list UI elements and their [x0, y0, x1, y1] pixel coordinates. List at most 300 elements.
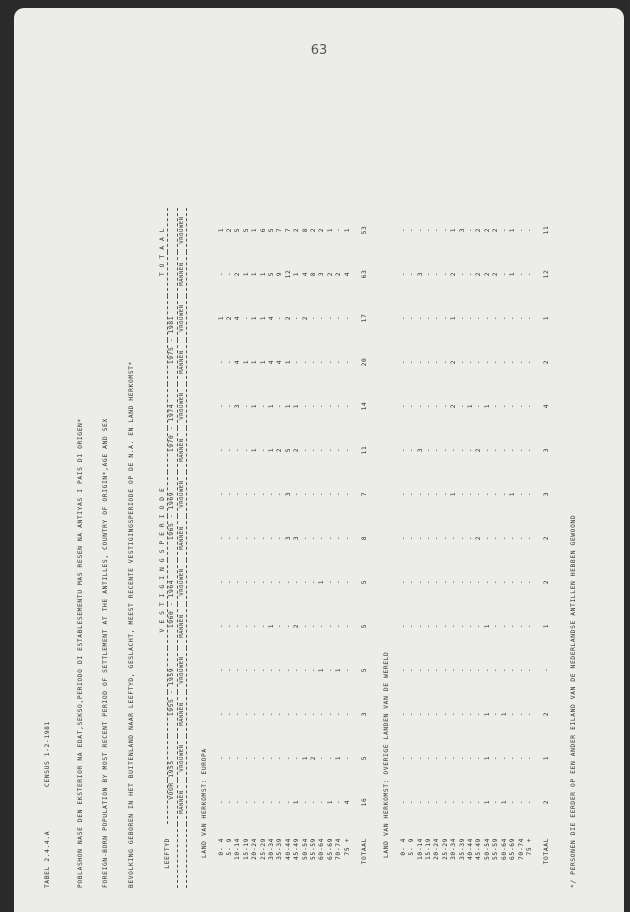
- table-row: [260, 208, 268, 888]
- age-group-label: 30-34: [450, 838, 458, 860]
- data-cell: -: [225, 535, 233, 541]
- data-cell: -: [425, 667, 433, 673]
- data-cell: -: [525, 359, 533, 365]
- data-cell: -: [416, 535, 424, 541]
- total-cell: 3: [361, 711, 368, 717]
- data-cell: -: [335, 491, 343, 497]
- data-cell: -: [301, 799, 309, 805]
- period-header: 1970 - 1974: [168, 403, 176, 453]
- data-cell: -: [251, 535, 259, 541]
- data-cell: -: [234, 711, 242, 717]
- data-cell: 1: [267, 403, 275, 409]
- data-cell: -: [509, 315, 517, 321]
- data-cell: -: [441, 799, 449, 805]
- total-cell: 8: [361, 535, 368, 541]
- data-cell: -: [416, 491, 424, 497]
- data-cell: -: [251, 711, 259, 717]
- total-cell: 3: [543, 491, 551, 497]
- settlement-period-group-header: V E S T I G I N G S P E R I O D E: [159, 296, 168, 824]
- page-number: 63: [310, 43, 328, 58]
- table-row: [310, 208, 318, 888]
- data-cell: -: [293, 315, 301, 321]
- data-cell: -: [458, 579, 466, 585]
- data-cell: -: [408, 227, 416, 233]
- data-cell: -: [467, 799, 475, 805]
- data-cell: 4: [267, 359, 275, 365]
- data-cell: -: [425, 799, 433, 805]
- data-cell: -: [525, 579, 533, 585]
- table-row: [450, 208, 458, 888]
- vrouwen-header: VROUWEN: [177, 736, 186, 780]
- data-cell: 1: [343, 227, 351, 233]
- data-cell: 1: [318, 667, 326, 673]
- data-cell: -: [500, 535, 508, 541]
- data-cell: -: [475, 667, 483, 673]
- table-title: [44, 28, 52, 888]
- total-row: [534, 208, 551, 888]
- section-title: LAND VAN HERKOMST: EUROPA: [201, 748, 209, 858]
- data-cell: 2: [276, 447, 284, 453]
- data-cell: -: [251, 799, 259, 805]
- data-cell: -: [267, 799, 275, 805]
- data-cell: -: [225, 359, 233, 365]
- data-cell: -: [475, 359, 483, 365]
- total-cell: 53: [361, 225, 368, 235]
- data-cell: -: [309, 667, 317, 673]
- table-row: [327, 208, 335, 888]
- mannen-header: MANNEN: [177, 692, 186, 736]
- data-cell: -: [475, 315, 483, 321]
- data-cell: -: [467, 755, 475, 761]
- data-cell: -: [416, 799, 424, 805]
- data-cell: -: [309, 447, 317, 453]
- data-cell: -: [475, 491, 483, 497]
- data-cell: 1: [500, 799, 508, 805]
- document-page: [14, 8, 624, 912]
- data-cell: -: [318, 535, 326, 541]
- data-cell: -: [318, 403, 326, 409]
- table-row: [459, 208, 467, 888]
- data-cell: 1: [259, 271, 267, 277]
- age-group-label: 50-54: [301, 838, 309, 860]
- data-cell: 2: [450, 403, 458, 409]
- data-cell: 3: [234, 403, 242, 409]
- data-cell: -: [259, 447, 267, 453]
- data-cell: -: [525, 315, 533, 321]
- data-cell: -: [492, 447, 500, 453]
- data-cell: -: [343, 315, 351, 321]
- period-header: 1955 - 1959: [168, 667, 176, 717]
- table-row: [268, 208, 276, 888]
- data-cell: 1: [483, 623, 491, 629]
- total-cell: 2: [543, 711, 551, 717]
- data-cell: 2: [483, 227, 491, 233]
- data-cell: -: [467, 315, 475, 321]
- data-cell: -: [259, 711, 267, 717]
- data-cell: -: [217, 447, 225, 453]
- data-cell: 1: [242, 359, 250, 365]
- data-cell: -: [517, 491, 525, 497]
- section-title: LAND VAN HERKOMST: OVERIGE LANDEN VAN DE WERELD: [383, 651, 391, 858]
- data-cell: -: [318, 359, 326, 365]
- table-row: [501, 208, 509, 888]
- data-cell: 2: [475, 535, 483, 541]
- data-cell: -: [276, 711, 284, 717]
- data-cell: -: [326, 447, 334, 453]
- data-cell: -: [225, 271, 233, 277]
- data-cell: -: [433, 755, 441, 761]
- data-cell: 12: [284, 269, 292, 279]
- table-id: TABEL 2.4.4.A: [44, 830, 51, 888]
- data-cell: -: [500, 227, 508, 233]
- total-cell: 14: [361, 401, 368, 411]
- data-cell: -: [217, 623, 225, 629]
- data-cell: -: [517, 315, 525, 321]
- data-cell: 2: [335, 271, 343, 277]
- data-cell: 1: [483, 755, 491, 761]
- data-cell: -: [284, 799, 292, 805]
- data-cell: -: [425, 711, 433, 717]
- data-cell: -: [425, 623, 433, 629]
- data-cell: -: [458, 491, 466, 497]
- data-cell: -: [309, 491, 317, 497]
- data-cell: 2: [225, 227, 233, 233]
- total-cell: 5: [361, 579, 368, 585]
- data-cell: -: [408, 755, 416, 761]
- data-cell: 3: [293, 535, 301, 541]
- total-cell: 5: [361, 667, 368, 673]
- data-cell: -: [301, 579, 309, 585]
- data-cell: -: [251, 623, 259, 629]
- data-cell: -: [293, 579, 301, 585]
- data-table: [159, 208, 552, 888]
- data-cell: -: [335, 403, 343, 409]
- data-cell: -: [234, 535, 242, 541]
- data-cell: 5: [242, 227, 250, 233]
- data-cell: -: [234, 491, 242, 497]
- data-cell: 1: [301, 755, 309, 761]
- data-cell: -: [467, 491, 475, 497]
- data-cell: 3: [284, 535, 292, 541]
- data-cell: -: [309, 359, 317, 365]
- data-cell: -: [335, 227, 343, 233]
- total-cell: 11: [543, 225, 551, 235]
- data-cell: -: [225, 403, 233, 409]
- table-row: [344, 208, 352, 888]
- data-cell: -: [525, 447, 533, 453]
- data-cell: -: [525, 667, 533, 673]
- data-cell: 9: [276, 271, 284, 277]
- age-group-label: 60-64: [500, 838, 508, 860]
- total-cell: 1: [543, 315, 551, 321]
- total-cell: 2: [543, 359, 551, 365]
- data-cell: -: [399, 667, 407, 673]
- data-cell: -: [217, 403, 225, 409]
- data-cell: -: [399, 535, 407, 541]
- data-cell: -: [475, 799, 483, 805]
- age-column-header: LEEFTYD: [159, 824, 177, 888]
- data-cell: -: [408, 447, 416, 453]
- table-header-block: [44, 28, 153, 888]
- data-cell: 1: [217, 315, 225, 321]
- data-cell: -: [399, 359, 407, 365]
- table-row: [302, 208, 310, 888]
- data-cell: -: [425, 491, 433, 497]
- data-cell: 1: [284, 403, 292, 409]
- data-cell: 2: [225, 315, 233, 321]
- data-cell: -: [267, 535, 275, 541]
- data-cell: -: [318, 491, 326, 497]
- data-cell: -: [259, 403, 267, 409]
- data-cell: -: [326, 491, 334, 497]
- data-cell: -: [425, 535, 433, 541]
- table-row: [484, 208, 492, 888]
- table-row: [408, 208, 416, 888]
- data-cell: -: [509, 755, 517, 761]
- data-cell: -: [433, 799, 441, 805]
- data-cell: 4: [343, 271, 351, 277]
- data-cell: 1: [259, 359, 267, 365]
- data-cell: -: [399, 227, 407, 233]
- data-cell: -: [517, 535, 525, 541]
- data-cell: -: [525, 535, 533, 541]
- age-group-label: 25-29: [259, 838, 267, 860]
- data-cell: -: [318, 755, 326, 761]
- data-cell: -: [242, 579, 250, 585]
- data-cell: -: [326, 667, 334, 673]
- table-row: [475, 208, 483, 888]
- data-cell: 2: [309, 227, 317, 233]
- data-cell: -: [483, 579, 491, 585]
- age-group-label: 35-39: [276, 838, 284, 860]
- data-cell: -: [441, 755, 449, 761]
- age-group-label: 25-29: [441, 838, 449, 860]
- age-group-label: 30-34: [267, 838, 275, 860]
- data-cell: 2: [293, 227, 301, 233]
- data-cell: -: [517, 447, 525, 453]
- total-cell: 2: [543, 535, 551, 541]
- data-cell: -: [399, 315, 407, 321]
- age-group-label: 65-69: [326, 838, 334, 860]
- data-cell: 1: [293, 799, 301, 805]
- data-cell: -: [343, 491, 351, 497]
- data-cell: 3: [416, 271, 424, 277]
- table-row: [467, 208, 475, 888]
- data-cell: 4: [234, 359, 242, 365]
- data-cell: -: [425, 315, 433, 321]
- data-cell: -: [259, 667, 267, 673]
- data-cell: -: [509, 535, 517, 541]
- vrouwen-header: VROUWEN: [177, 296, 186, 340]
- data-cell: -: [276, 535, 284, 541]
- data-cell: -: [483, 667, 491, 673]
- data-cell: -: [326, 623, 334, 629]
- data-cell: -: [433, 315, 441, 321]
- age-group-label: 5- 9: [225, 838, 233, 856]
- data-cell: -: [267, 755, 275, 761]
- data-cell: -: [467, 535, 475, 541]
- footnote: */ PERSONEN DIE EERDER OP EEN ANDER EILAND VAN DE NEDERLANDSE ANTILLEN HEBBEN GEWOOND: [569, 514, 577, 888]
- data-cell: -: [517, 623, 525, 629]
- mannen-header: MANNEN: [177, 252, 186, 296]
- data-cell: -: [458, 403, 466, 409]
- data-cell: -: [242, 491, 250, 497]
- data-cell: -: [416, 315, 424, 321]
- title-papiamentu: POBLASHON NASE DEN EKSTERIOR NA EDAT,SEKSO,PERIODO DI ESTABLESEMENTU MAS RESEN NA ANTIYAS I PAIS DI ORIGEN*: [77, 418, 85, 888]
- age-group-label: 50-54: [483, 838, 491, 860]
- data-cell: -: [509, 359, 517, 365]
- data-cell: -: [309, 623, 317, 629]
- data-cell: -: [450, 579, 458, 585]
- age-group-label: 10-14: [416, 838, 424, 860]
- data-cell: -: [343, 667, 351, 673]
- data-cell: -: [276, 623, 284, 629]
- data-cell: -: [433, 227, 441, 233]
- total-cell: 2: [543, 799, 551, 805]
- table-row: [433, 208, 441, 888]
- data-cell: -: [234, 447, 242, 453]
- data-cell: -: [483, 359, 491, 365]
- data-cell: -: [441, 315, 449, 321]
- title-dutch: BEVOLKING GEBOREN IN HET BUITENLAND NAAR LEEFTYD, GESLACHT, MEEST RECENTE VESTIGINGSPERIODE OP DE N.A. EN LAND HERKOMST*: [127, 361, 135, 888]
- data-cell: -: [267, 711, 275, 717]
- total-cell: 5: [361, 623, 368, 629]
- vrouwen-header: VROUWEN: [177, 208, 186, 252]
- data-cell: -: [408, 799, 416, 805]
- data-cell: -: [343, 579, 351, 585]
- period-header: 1965 - 1969: [168, 491, 176, 541]
- period-header: 1960 - 1964: [168, 579, 176, 629]
- data-cell: -: [217, 667, 225, 673]
- table-row: [251, 208, 259, 888]
- data-cell: -: [318, 447, 326, 453]
- data-cell: -: [517, 359, 525, 365]
- data-cell: -: [326, 579, 334, 585]
- data-cell: -: [399, 491, 407, 497]
- data-cell: -: [525, 799, 533, 805]
- data-cell: -: [458, 535, 466, 541]
- data-cell: -: [517, 227, 525, 233]
- total-label: TOTAAL: [361, 838, 368, 865]
- data-cell: 1: [251, 271, 259, 277]
- rotated-table-content: [34, 28, 594, 888]
- age-group-label: 5- 9: [408, 838, 416, 856]
- data-cell: 1: [483, 403, 491, 409]
- data-cell: -: [242, 535, 250, 541]
- data-cell: -: [309, 535, 317, 541]
- data-cell: -: [492, 579, 500, 585]
- data-cell: 1: [251, 359, 259, 365]
- age-group-label: 40-44: [284, 838, 292, 860]
- data-cell: 4: [267, 315, 275, 321]
- age-group-label: 75 +: [525, 838, 533, 856]
- total-cell: -: [543, 667, 551, 673]
- total-cell: 12: [543, 269, 551, 279]
- data-cell: -: [500, 623, 508, 629]
- data-cell: -: [335, 711, 343, 717]
- data-cell: 5: [284, 447, 292, 453]
- data-cell: -: [441, 447, 449, 453]
- data-cell: -: [225, 447, 233, 453]
- data-cell: 1: [326, 227, 334, 233]
- data-cell: -: [458, 359, 466, 365]
- data-cell: -: [433, 403, 441, 409]
- data-cell: -: [293, 667, 301, 673]
- data-cell: -: [492, 535, 500, 541]
- data-cell: -: [301, 491, 309, 497]
- data-cell: -: [408, 711, 416, 717]
- data-cell: -: [500, 271, 508, 277]
- data-cell: 2: [450, 359, 458, 365]
- total-label: TOTAAL: [543, 838, 551, 865]
- data-cell: 2: [234, 271, 242, 277]
- data-cell: 8: [309, 271, 317, 277]
- vrouwen-header: VROUWEN: [177, 648, 186, 692]
- age-group-label: 60-64: [318, 838, 326, 860]
- data-cell: -: [416, 403, 424, 409]
- data-cell: -: [217, 799, 225, 805]
- data-cell: -: [425, 447, 433, 453]
- data-cell: -: [284, 755, 292, 761]
- data-cell: -: [217, 359, 225, 365]
- data-cell: 3: [458, 227, 466, 233]
- data-cell: -: [326, 359, 334, 365]
- data-cell: 5: [267, 227, 275, 233]
- data-cell: -: [425, 271, 433, 277]
- total-cell: 11: [361, 445, 368, 455]
- data-cell: -: [500, 359, 508, 365]
- data-cell: -: [433, 623, 441, 629]
- data-cell: 1: [335, 755, 343, 761]
- data-cell: -: [450, 711, 458, 717]
- data-cell: -: [441, 535, 449, 541]
- data-cell: 3: [318, 271, 326, 277]
- data-cell: -: [343, 403, 351, 409]
- data-cell: -: [343, 535, 351, 541]
- total-cell: 1: [543, 755, 551, 761]
- data-cell: -: [225, 755, 233, 761]
- data-cell: 2: [293, 623, 301, 629]
- data-cell: -: [309, 579, 317, 585]
- data-cell: -: [467, 447, 475, 453]
- data-cell: 3: [416, 447, 424, 453]
- age-group-label: 20-24: [433, 838, 441, 860]
- data-cell: 1: [318, 579, 326, 585]
- table-row: [243, 208, 251, 888]
- data-cell: 3: [284, 491, 292, 497]
- data-cell: -: [234, 755, 242, 761]
- data-cell: 1: [251, 227, 259, 233]
- table-row: [293, 208, 301, 888]
- data-cell: -: [242, 711, 250, 717]
- data-cell: -: [517, 579, 525, 585]
- data-cell: -: [425, 579, 433, 585]
- data-cell: -: [318, 711, 326, 717]
- data-cell: -: [525, 711, 533, 717]
- data-cell: -: [492, 623, 500, 629]
- data-cell: -: [293, 491, 301, 497]
- data-cell: 1: [284, 359, 292, 365]
- age-group-label: 65-69: [509, 838, 517, 860]
- data-cell: -: [458, 755, 466, 761]
- data-cell: -: [408, 535, 416, 541]
- data-cell: -: [408, 491, 416, 497]
- data-cell: -: [509, 667, 517, 673]
- data-cell: -: [517, 755, 525, 761]
- age-group-label: 15-19: [425, 838, 433, 860]
- table-row: [509, 208, 517, 888]
- data-cell: -: [500, 315, 508, 321]
